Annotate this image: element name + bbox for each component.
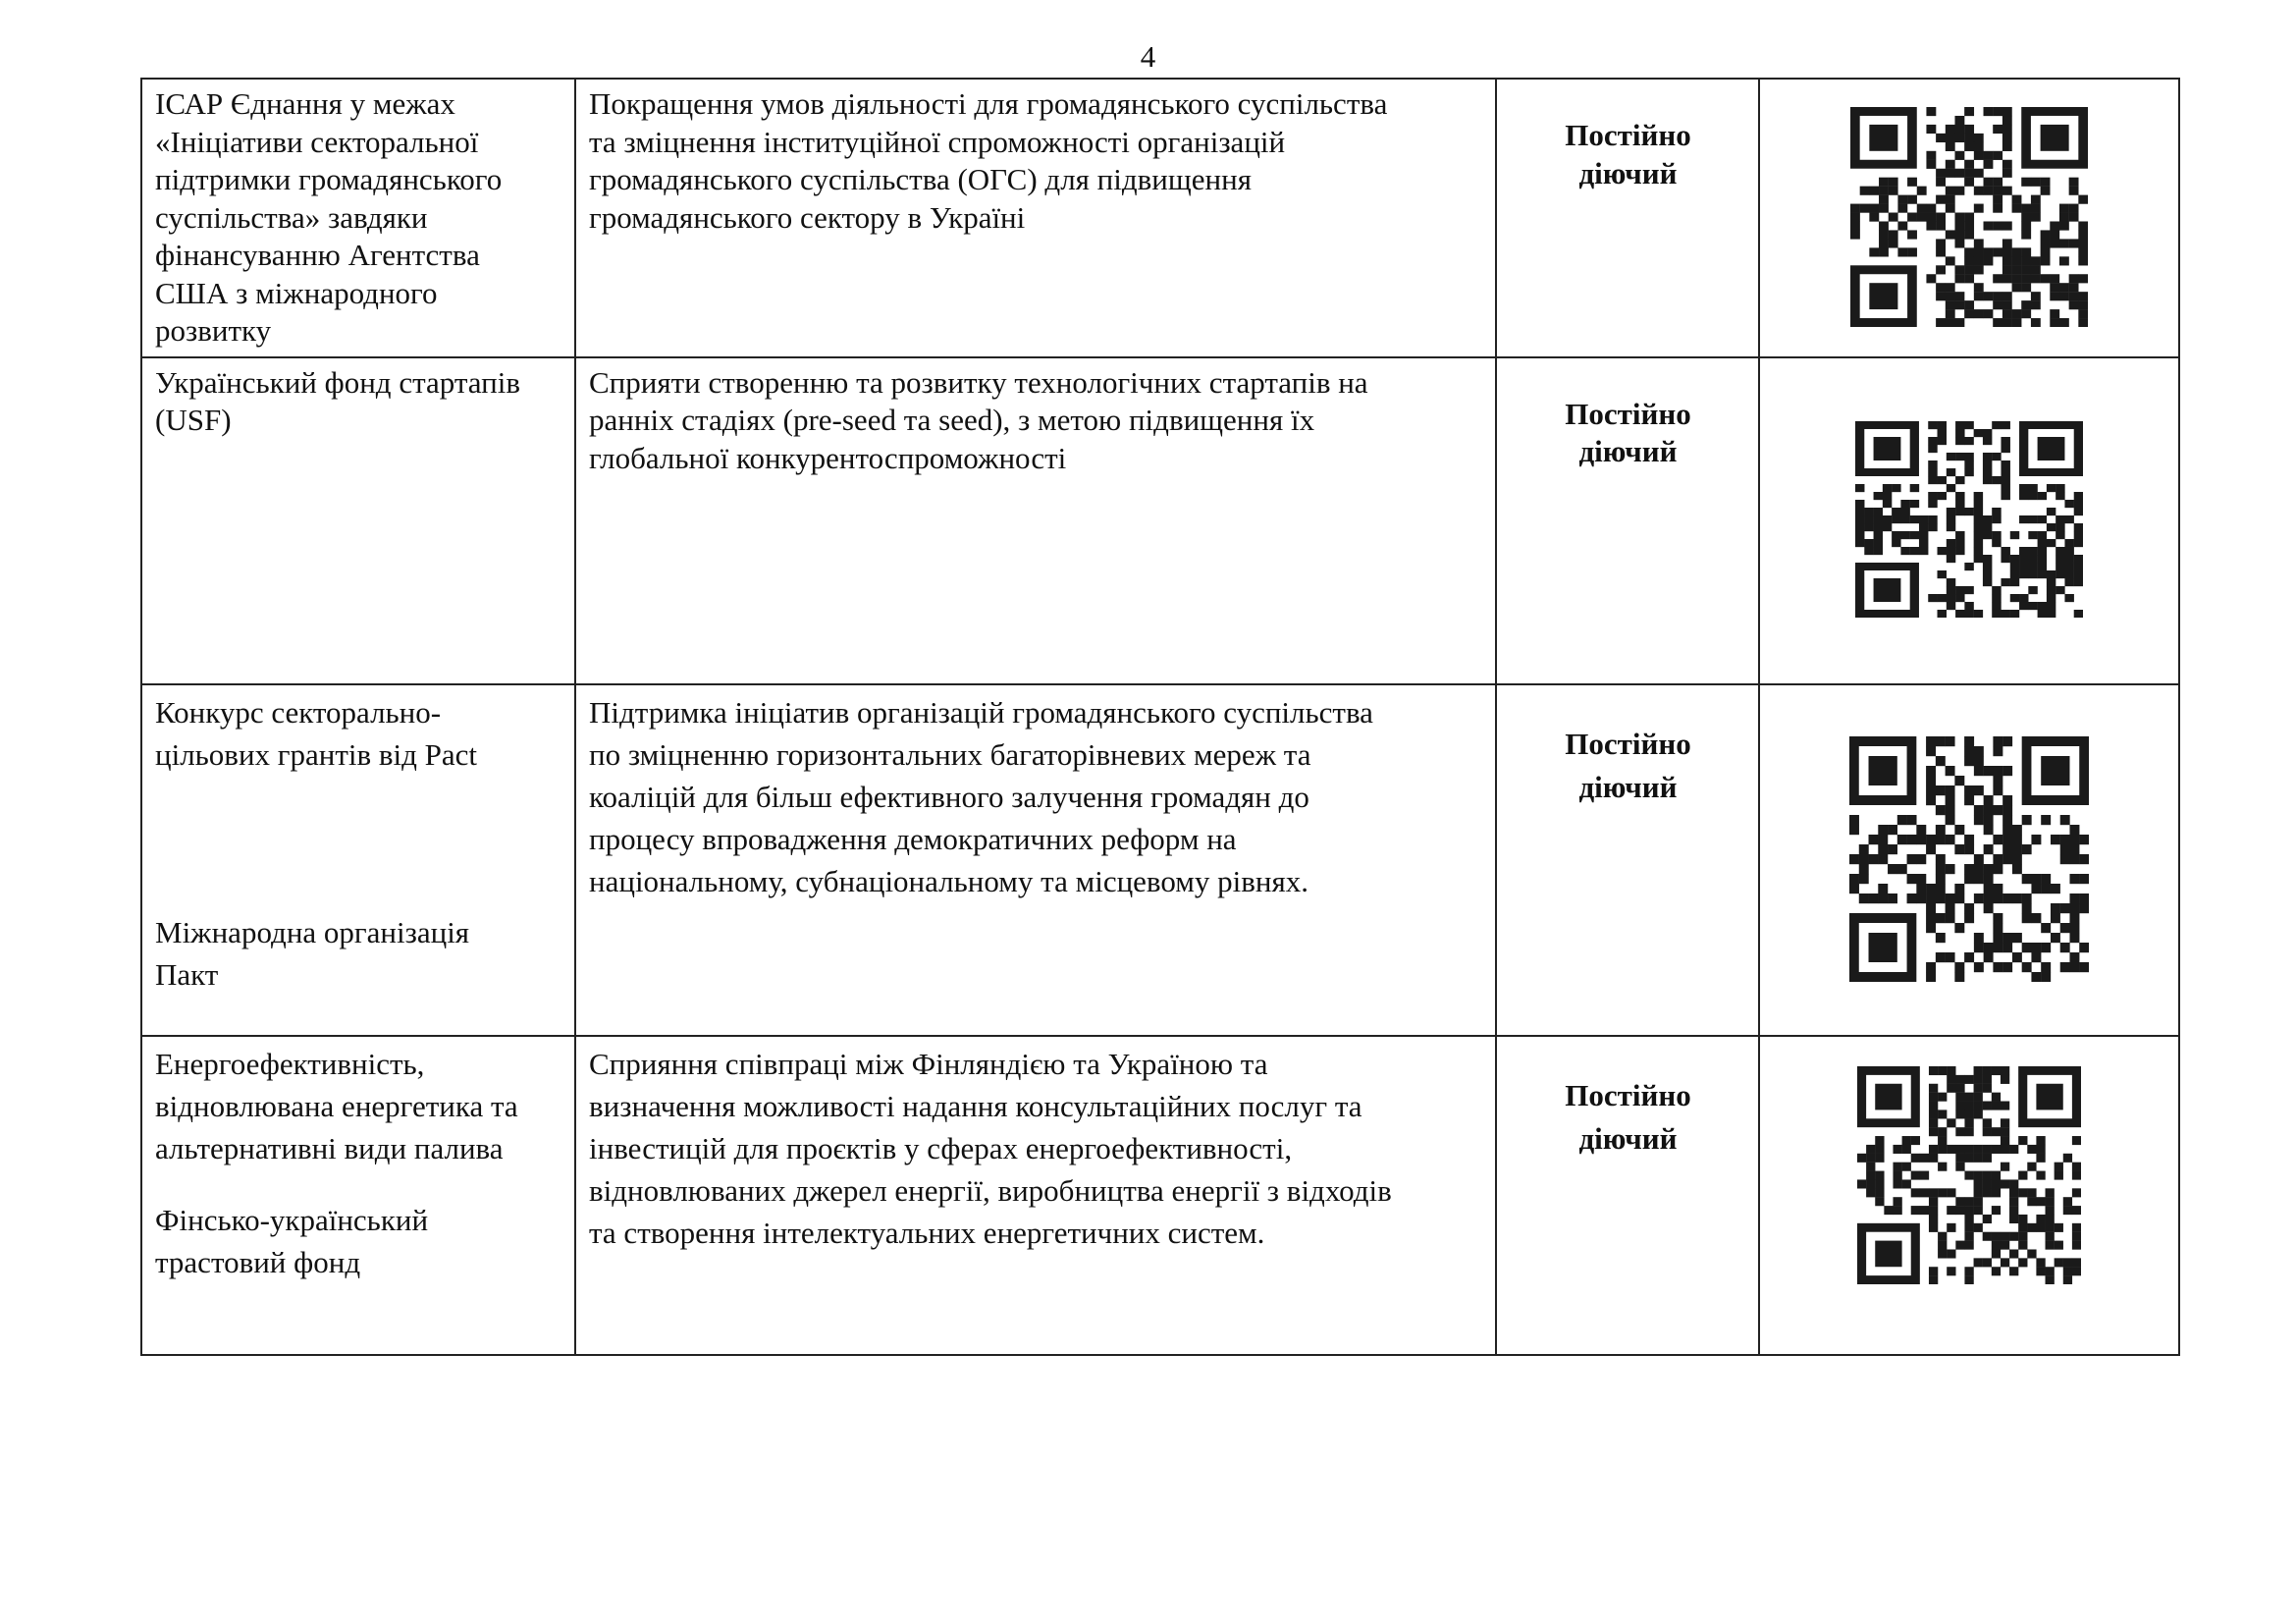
qr-code-cell — [1759, 79, 2179, 357]
description-line: та створення інтелектуальних енергетичних систем. — [589, 1215, 1265, 1250]
status-line: Постійно — [1565, 118, 1691, 152]
description-cell — [575, 357, 1496, 684]
status-cell — [1496, 79, 1759, 357]
qr-code-icon[interactable] — [1855, 421, 2083, 618]
description-line: громадянського сектору в Україні — [589, 199, 1026, 235]
qr-code-cell — [1759, 684, 2179, 1036]
table-row — [141, 1036, 2179, 1355]
description-line: процесу впровадження демократичних реформ на — [589, 821, 1237, 856]
status-cell — [1496, 684, 1759, 1036]
description-cell — [575, 1036, 1496, 1355]
table-row — [141, 79, 2179, 357]
program-name-line: Енергоефективність, — [155, 1046, 425, 1081]
page-number: 4 — [1140, 39, 1156, 74]
description-line: національному, субнаціональному та місцевому рівнях. — [589, 863, 1308, 898]
program-name-cell — [141, 684, 575, 1036]
program-name-cell — [141, 357, 575, 684]
status-line: діючий — [1578, 434, 1678, 468]
status-line: діючий — [1578, 1120, 1678, 1156]
description-line: визначення можливості надання консультаційних послуг та — [589, 1088, 1362, 1123]
status-cell — [1496, 357, 1759, 684]
status-line: діючий — [1578, 769, 1678, 804]
program-name-line: (USF) — [155, 403, 232, 437]
status-line: Постійно — [1565, 1077, 1691, 1112]
description-cell — [575, 684, 1496, 1036]
program-name-line: цільових грантів від Pact — [155, 736, 478, 772]
grants-table — [140, 78, 2180, 1356]
spacer — [155, 1169, 562, 1199]
description-line: Покращення умов діяльності для громадянського суспільства — [589, 86, 1388, 121]
status-line: Постійно — [1565, 396, 1691, 431]
description-line: коаліцій для більш ефективного залучення громадян до — [589, 779, 1309, 814]
program-name-line: фінансуванню Агентства — [155, 238, 480, 272]
program-name-line: відновлювана енергетика та — [155, 1088, 518, 1123]
program-name-line: «Ініціативи секторальної — [155, 124, 479, 159]
description-line: глобальної конкурентоспроможності — [589, 440, 1067, 475]
program-name-line: Конкурс секторально- — [155, 694, 442, 730]
description-line: по зміцненню горизонтальних багаторівневих мереж та — [589, 736, 1311, 772]
description-line: та зміцнення інституційної спроможності організацій — [589, 124, 1286, 159]
table-row — [141, 357, 2179, 684]
program-name-line: Український фонд стартапів — [155, 364, 520, 400]
status-line: Постійно — [1565, 726, 1691, 761]
organization-line: Пакт — [155, 956, 219, 992]
description-line: ранніх стадіях (pre-seed та seed), з метою підвищення їх — [589, 403, 1315, 437]
description-line: інвестицій для проєктів у сферах енергоефективності, — [589, 1130, 1293, 1165]
spacer — [155, 776, 562, 911]
description-line: Підтримка ініціатив організацій громадянського суспільства — [589, 694, 1373, 730]
qr-code-icon[interactable] — [1857, 1066, 2081, 1284]
program-name-line: ІСАР Єднання у межах — [155, 86, 455, 121]
program-name-line: суспільства» завдяки — [155, 199, 428, 235]
status-line: діючий — [1578, 155, 1678, 190]
organization-line: Міжнародна організація — [155, 914, 470, 949]
description-line: громадянського суспільства (ОГС) для підвищення — [589, 162, 1252, 196]
qr-code-icon[interactable] — [1849, 736, 2089, 982]
description-line: відновлюваних джерел енергії, виробництва енергії з відходів — [589, 1172, 1392, 1208]
program-name-line: альтернативні види палива — [155, 1130, 504, 1165]
organization-line: трастовий фонд — [155, 1244, 361, 1279]
description-cell — [575, 79, 1496, 357]
program-name-cell — [141, 79, 575, 357]
description-line: Сприяння співпраці між Фінляндією та Україною та — [589, 1046, 1268, 1081]
program-name-line: США з міжнародного — [155, 275, 438, 310]
qr-code-cell — [1759, 357, 2179, 684]
qr-code-cell — [1759, 1036, 2179, 1355]
table-row — [141, 684, 2179, 1036]
program-name-line: підтримки громадянського — [155, 162, 503, 196]
status-cell — [1496, 1036, 1759, 1355]
description-line: Сприяти створенню та розвитку технологічних стартапів на — [589, 364, 1368, 400]
qr-code-icon[interactable] — [1850, 107, 2088, 327]
program-name-line: розвитку — [155, 313, 272, 348]
program-name-cell — [141, 1036, 575, 1355]
organization-line: Фінсько-український — [155, 1202, 429, 1237]
